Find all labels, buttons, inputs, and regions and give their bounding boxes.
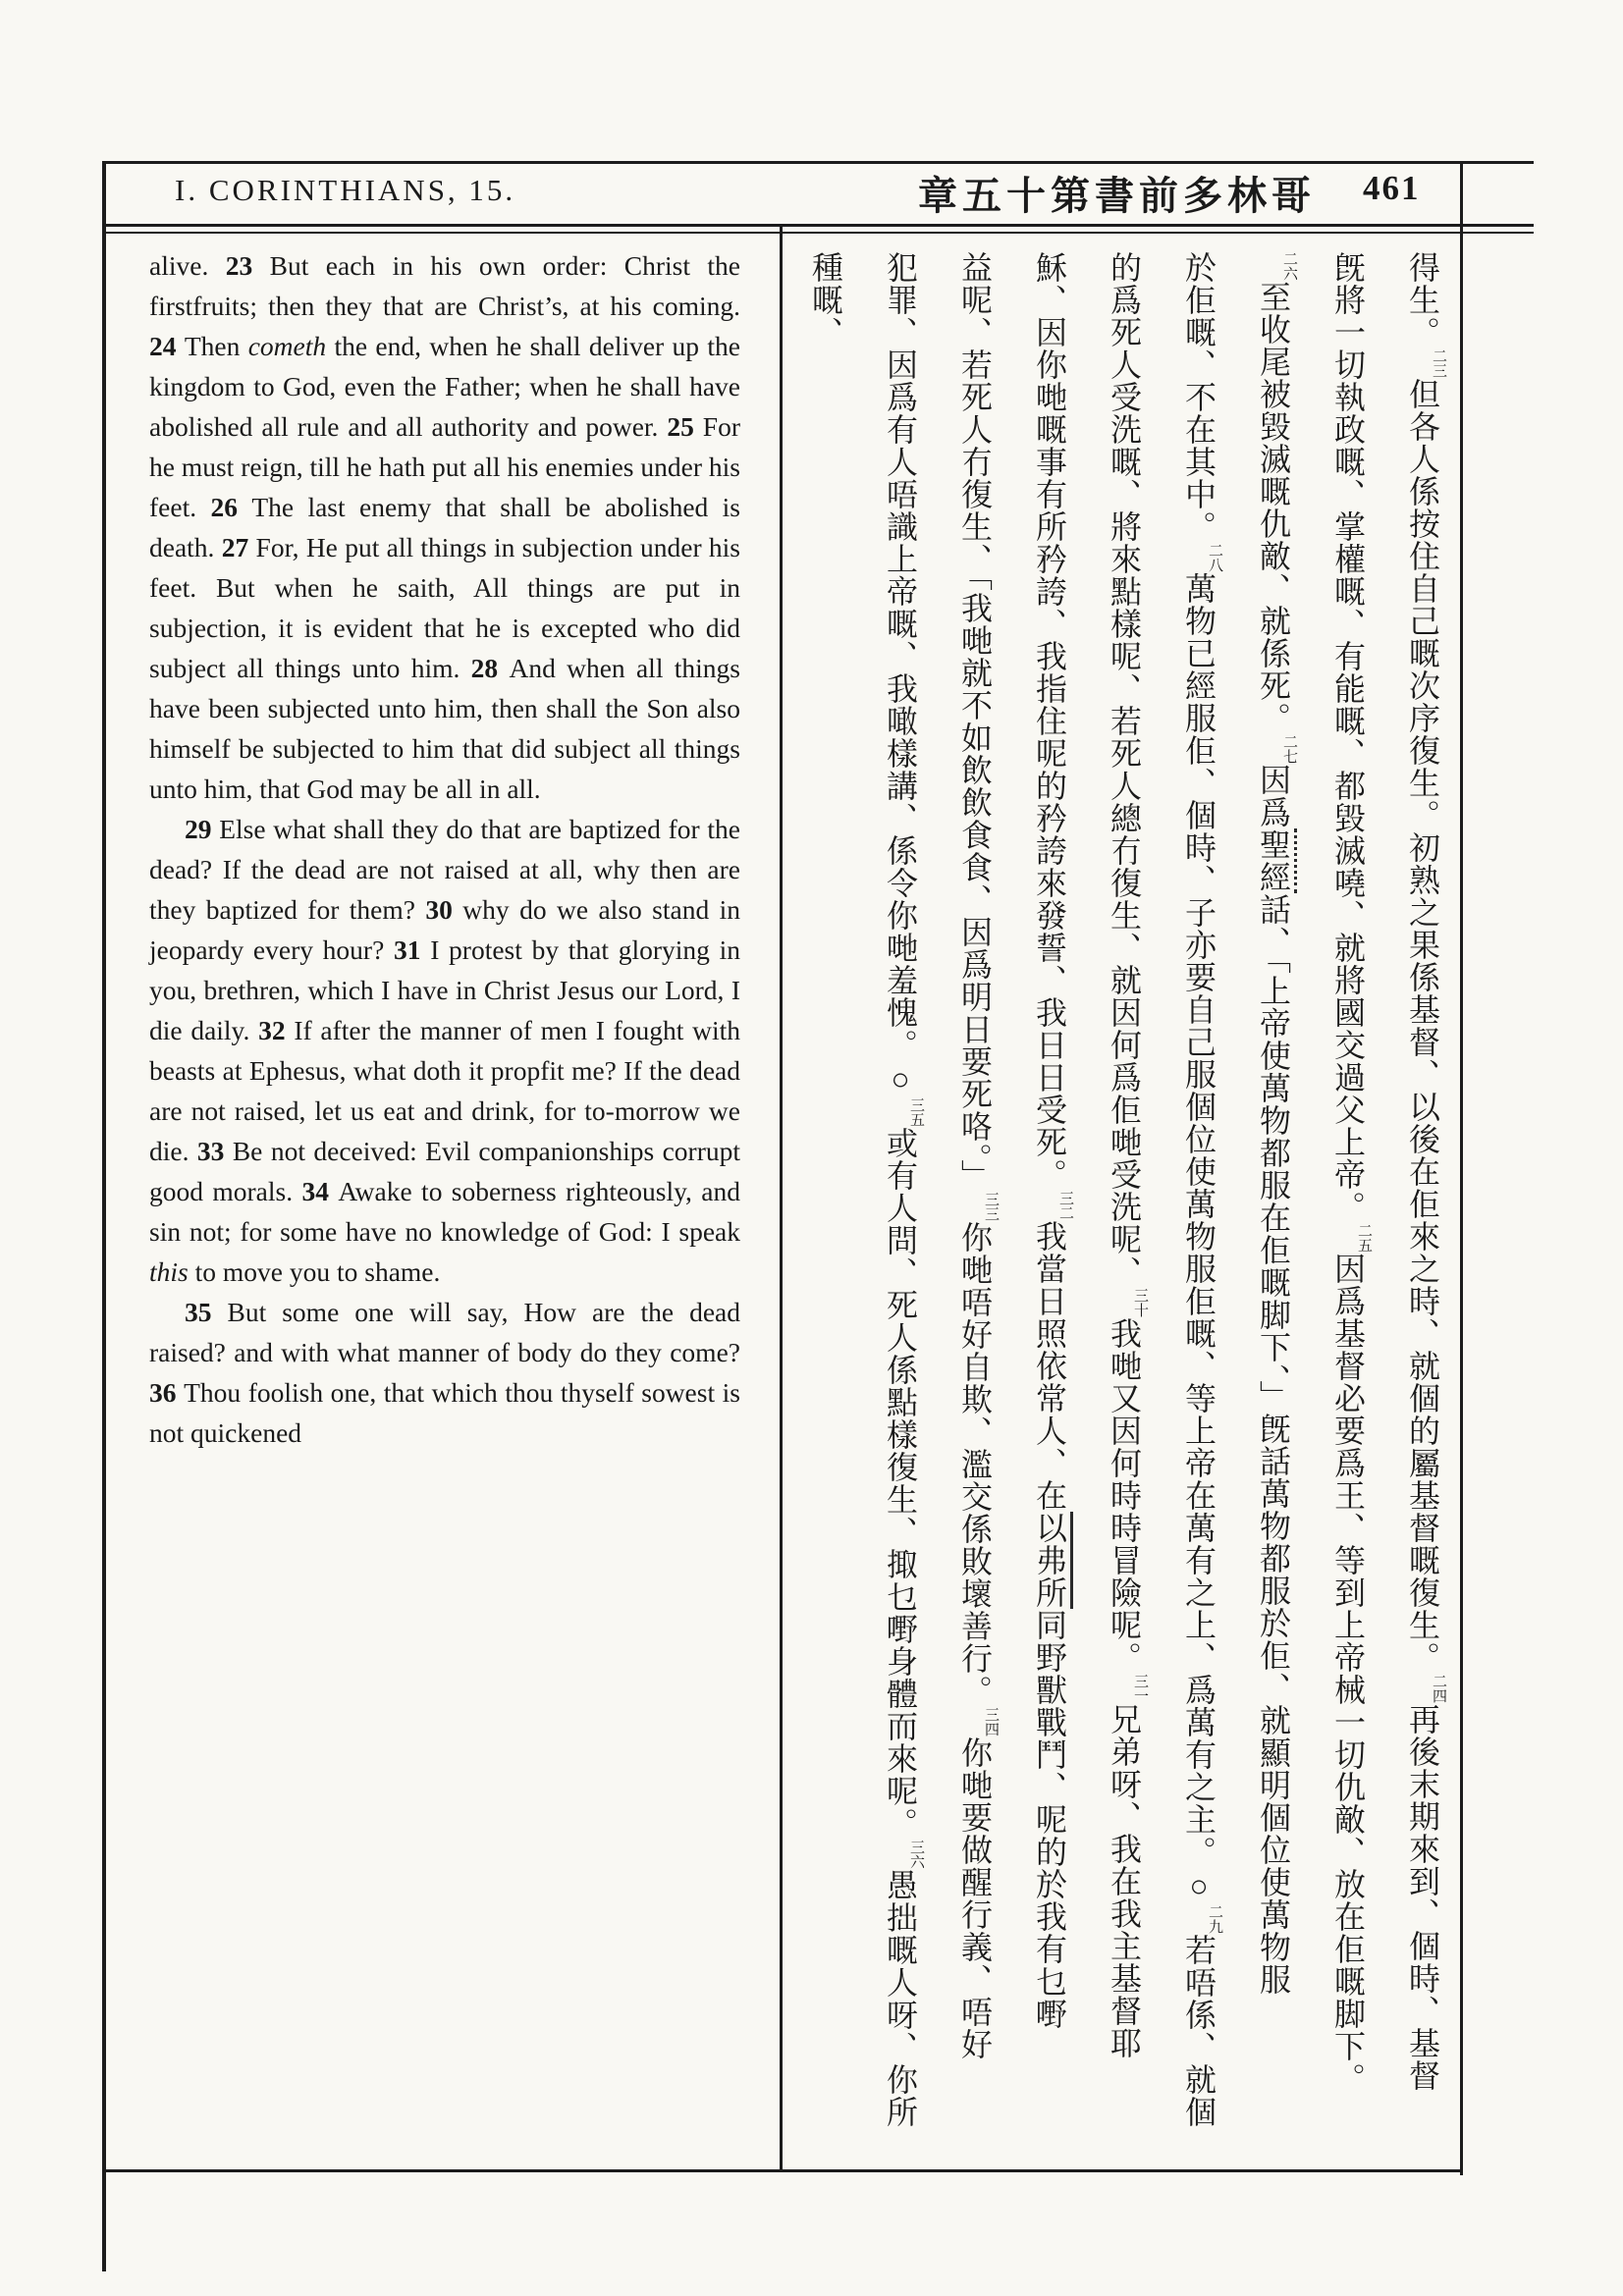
text-segment: 愚拙嘅人呀、你所 [883,1869,918,2128]
verse-number: 30 [425,894,463,925]
chinese-column-1 [1385,251,1460,2169]
text-segment: 同野獸戰鬥、呢的於我有乜嘢 [1032,1609,1067,2030]
text-segment: the end, when he shall deliver up the kingdom to God, even the Father; when he shall have abolished all rule and all authority and power. [149,331,740,442]
verse-number-marker: 三五 [908,1097,924,1127]
verse-number-marker: 二九 [1207,1904,1222,1934]
running-head-chinese: 章五十第書前多林哥 [918,174,1316,218]
text-segment: I protest by that glorying in you, brethren, which I have in Christ Jesus our Lord, I die daily. [149,934,740,1045]
chinese-column-8 [863,251,938,2169]
verse-number: 35 [185,1297,228,1327]
frame-bottom-rule [102,2169,1463,2172]
chinese-column-9 [788,251,863,2169]
verse-number: 27 [221,532,256,562]
text-segment: 穌、因你哋嘅事有所矜誇、我指住呢的矜誇來發誓、我日日受死。 [1032,251,1067,1191]
verse-number: 24 [149,331,185,361]
chinese-column-3 [1236,251,1311,2169]
english-paragraph [149,1292,740,1453]
verse-number-marker: 二四 [1431,1674,1446,1703]
chinese-column-5 [1087,251,1162,2169]
text-segment: Be not deceived: Evil companionships corrupt good morals. [149,1136,740,1206]
text-segment: Else what shall they do that are baptized for the dead? If the dead are not raised at all, why then are they baptized for them? [149,814,741,925]
text-segment: 我哋又因何時時冒險呢。 [1107,1317,1142,1674]
verse-number: 29 [185,814,220,844]
text-segment: 我當日照依常人、在 [1032,1220,1067,1512]
verse-number-marker: 三六 [908,1840,924,1869]
verse-number-marker: 二五 [1356,1223,1372,1253]
verse-number: 31 [393,934,431,965]
chinese-text-block [785,251,1460,2169]
frame-top-rule [102,161,1534,164]
verse-number-marker: 二六 [1281,251,1297,281]
text-segment: 兄弟呀、我在我主基督耶 [1107,1703,1142,2059]
text-segment: 於佢嘅、不在其中。 [1181,251,1217,543]
text-segment: 犯罪、因爲有人唔識上帝嘅、我噉樣講、係令你哋羞愧。○ [883,251,918,1097]
verse-number: 26 [210,492,252,522]
page-number: 461 [1363,169,1421,207]
verse-number: 25 [667,411,703,442]
verse-number-marker: 三三 [983,1192,999,1221]
text-segment: And when all things have been subjected unto him, then shall the Son also himself be subjected to him that did subject all things unto him, that God may be all in all. [149,653,740,804]
english-text-column [149,245,740,1453]
running-head-english: I. CORINTHIANS, 15. [175,173,516,207]
chinese-column-6 [1012,251,1087,2169]
verse-number: 33 [196,1136,233,1166]
text-segment: 或有人問、死人係點樣復生、掫乜嘢身體而來呢。 [883,1127,918,1840]
text-segment: 但各人係按住自己嘅次序復生。初熟之果係基督、以後在佢來之時、就個的屬基督嘅復生。 [1405,378,1440,1674]
text-segment: 旣將一切執政嘅、掌權嘅、有能嘅、都毀滅嘵、就將國交過父上帝。 [1330,251,1366,1223]
text-segment: The last enemy that shall be abolished is death. [149,492,740,562]
text-segment: 你哋要做醒行義、唔好 [957,1736,993,2060]
frame-right-rule [1460,161,1463,2175]
column-divider-rule [780,224,783,2172]
text-segment: 你哋唔好自欺、濫交係敗壞善行。 [957,1221,993,1707]
verse-number: 23 [225,250,270,281]
text-segment: 再後末期來到、個時、基督 [1405,1703,1440,2092]
text-segment: 話、「上帝使萬物都服在佢嘅脚下、」旣話萬物都服於佢、就顯明個位使萬物服 [1256,893,1291,1996]
text-segment: Then [184,331,248,361]
header-bottom-rule-thin [102,232,1534,234]
text-segment: cometh [247,331,327,361]
text-segment: But some one will say, How are the dead raised? and with what manner of body do they come? [149,1297,741,1367]
verse-number: 32 [258,1015,295,1045]
verse-number: 28 [470,653,510,683]
frame-left-rule [102,161,106,2271]
text-segment: 若唔係、就個 [1181,1934,1217,2128]
verse-number-marker: 三四 [983,1707,999,1736]
text-segment: 因爲基督必要爲王、等到上帝械一切仇敵、放在佢嘅脚下。 [1330,1253,1366,2095]
text-segment: 萬物已經服佢、個時、子亦要自己服個位使萬物服佢嘅、等上帝在萬有之上、爲萬有之主。○ [1181,572,1217,1904]
english-paragraph [149,245,740,809]
text-segment: 種嘅、 [808,251,843,348]
text-segment: Thou foolish one, that which thou thyself sowest is not quickened [149,1377,741,1448]
text-segment: 益呢、若死人冇復生、「我哋就不如飲飲食食、因爲明日要死咯。」 [957,251,993,1192]
chinese-column-2 [1311,251,1385,2169]
text-segment: 得生。 [1405,251,1440,348]
emphasis-mark: 聖經 [1256,828,1297,893]
chinese-column-4 [1162,251,1236,2169]
verse-number-marker: 三十 [1132,1288,1148,1317]
verse-number-marker: 三二 [1057,1191,1073,1220]
text-segment: 因爲 [1256,764,1291,828]
text-segment: For, He put all things in subjection under his feet. But when he saith, All things are put in subjection, it is evident that he is excepted who did subject all things unto him. [149,532,740,683]
header-bottom-rule [102,224,1534,227]
proper-noun-mark: 以弗所 [1032,1512,1073,1609]
verse-number: 36 [149,1377,185,1408]
verse-number: 34 [301,1176,339,1206]
text-segment: this [149,1256,189,1287]
text-segment: why do we also stand in jeopardy every hour? [149,894,740,965]
text-segment: 的爲死人受洗嘅、將來點樣呢、若死人總冇復生、就因何爲佢哋受洗呢、 [1107,251,1142,1288]
text-segment: Awake to soberness righteously, and sin not; for some have no knowledge of God: I speak [149,1176,740,1247]
text-segment: If after the manner of men I fought with beasts at Ephesus, what doth it propfit me? If the dead are not raised, let us eat and drink, for to-morrow we die. [149,1015,741,1166]
verse-number-marker: 二三 [1431,348,1446,378]
text-segment: to move you to shame. [188,1256,441,1287]
text-segment: 至收尾被毀滅嘅仇敵、就係死。 [1256,281,1291,734]
text-segment: But each in his own order: Christ the firstfruits; then they that are Christ’s, at his coming. [149,250,740,321]
english-paragraph [149,809,740,1292]
text-segment: For he must reign, till he hath put all his enemies under his feet. [149,411,740,522]
text-segment: alive. [149,250,226,281]
verse-number-marker: 二八 [1207,543,1222,572]
verse-number-marker: 三一 [1132,1674,1148,1703]
chinese-column-7 [938,251,1012,2169]
verse-number-marker: 二七 [1281,734,1297,764]
